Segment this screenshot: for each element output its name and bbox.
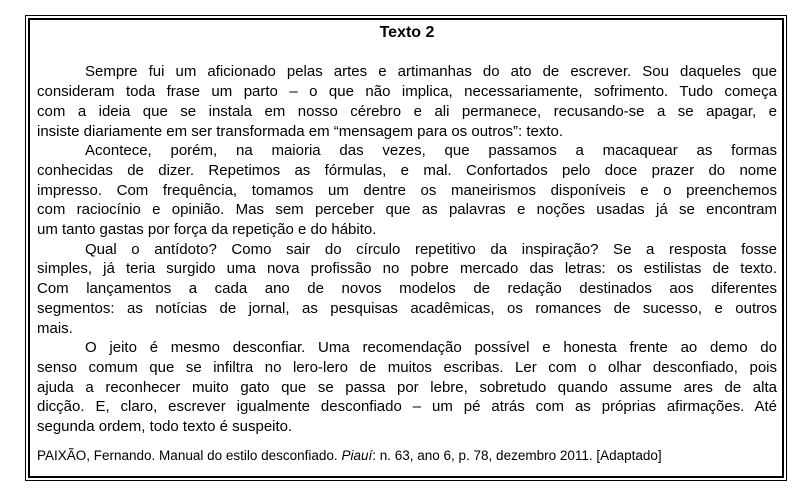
text-line: mais. bbox=[37, 319, 73, 337]
text-line: Sempre fui um aficionado pelas artes e artimanhas do ato de escrever. Sou daqueles que bbox=[85, 63, 777, 81]
paragraph-3 bbox=[37, 240, 777, 339]
text-line: dicção. E, claro, escrever igualmente desconfiado – um pé atrás com as próprias afirmações. Até bbox=[37, 398, 777, 416]
text-line: segmentos: as notícias de jornal, as pesquisas acadêmicas, os romances de sucesso, e outros bbox=[37, 299, 777, 317]
citation-details: : n. 63, ano 6, p. 78, dezembro 2011. [Adaptado] bbox=[372, 447, 662, 463]
text-box bbox=[28, 18, 784, 478]
paragraph-1 bbox=[37, 62, 777, 141]
text-line: insiste diariamente em ser transformada em “mensagem para os outros”: texto. bbox=[37, 122, 564, 140]
text-line: senso comum que se infiltra no lero-lero de muitos escribas. Ler com o olhar desconfiado, pois bbox=[37, 358, 777, 376]
text-line: conhecidas de dizer. Repetimos as fórmulas, e mal. Confortados pelo doce prazer do nome bbox=[37, 161, 777, 179]
text-line: segunda ordem, todo texto é suspeito. bbox=[37, 418, 293, 436]
paragraph-4 bbox=[37, 338, 777, 437]
page-title: Texto 2 bbox=[379, 24, 435, 41]
text-line: consideram toda frase um parto – o que não implica, necessariamente, sofrimento. Tudo começa bbox=[37, 83, 777, 101]
citation-journal-name: Piauí bbox=[341, 447, 373, 463]
paragraph-2 bbox=[37, 141, 777, 240]
text-line: com raciocínio e opinião. Mas sem perceber que as palavras e noções usadas já se encontram bbox=[37, 201, 777, 219]
text-box-border bbox=[25, 15, 787, 481]
text-line: impresso. Com frequência, tomamos um dentre os maneirismos disponíveis e o preenchemos bbox=[37, 181, 777, 199]
citation-author-and-title: PAIXÃO, Fernando. Manual do estilo desconfiado. bbox=[37, 447, 342, 463]
citation bbox=[37, 447, 777, 464]
text-line: Com lançamentos a cada ano de novos modelos de redação destinados aos diferentes bbox=[37, 280, 777, 298]
text-line: O jeito é mesmo desconfiar. Uma recomendação possível e honesta frente ao demo do bbox=[85, 339, 777, 357]
text-line: com a ideia que se instala em nosso cérebro e ali permanece, recusando-se a se apagar, e bbox=[37, 102, 777, 120]
text-line: Qual o antídoto? Como sair do círculo repetitivo da inspiração? Se a resposta fosse bbox=[85, 240, 777, 258]
text-line: Acontece, porém, na maioria das vezes, que passamos a macaquear as formas bbox=[85, 142, 777, 160]
text-line: simples, já teria surgido uma nova profissão no pobre mercado das letras: os estilistas de texto. bbox=[37, 260, 777, 278]
text-line: um tanto gastas por força da repetição e do hábito. bbox=[37, 221, 377, 239]
text-line: ajuda a reconhecer muito gato que se passa por lebre, sobretudo quando assume ares de alta bbox=[37, 378, 777, 396]
